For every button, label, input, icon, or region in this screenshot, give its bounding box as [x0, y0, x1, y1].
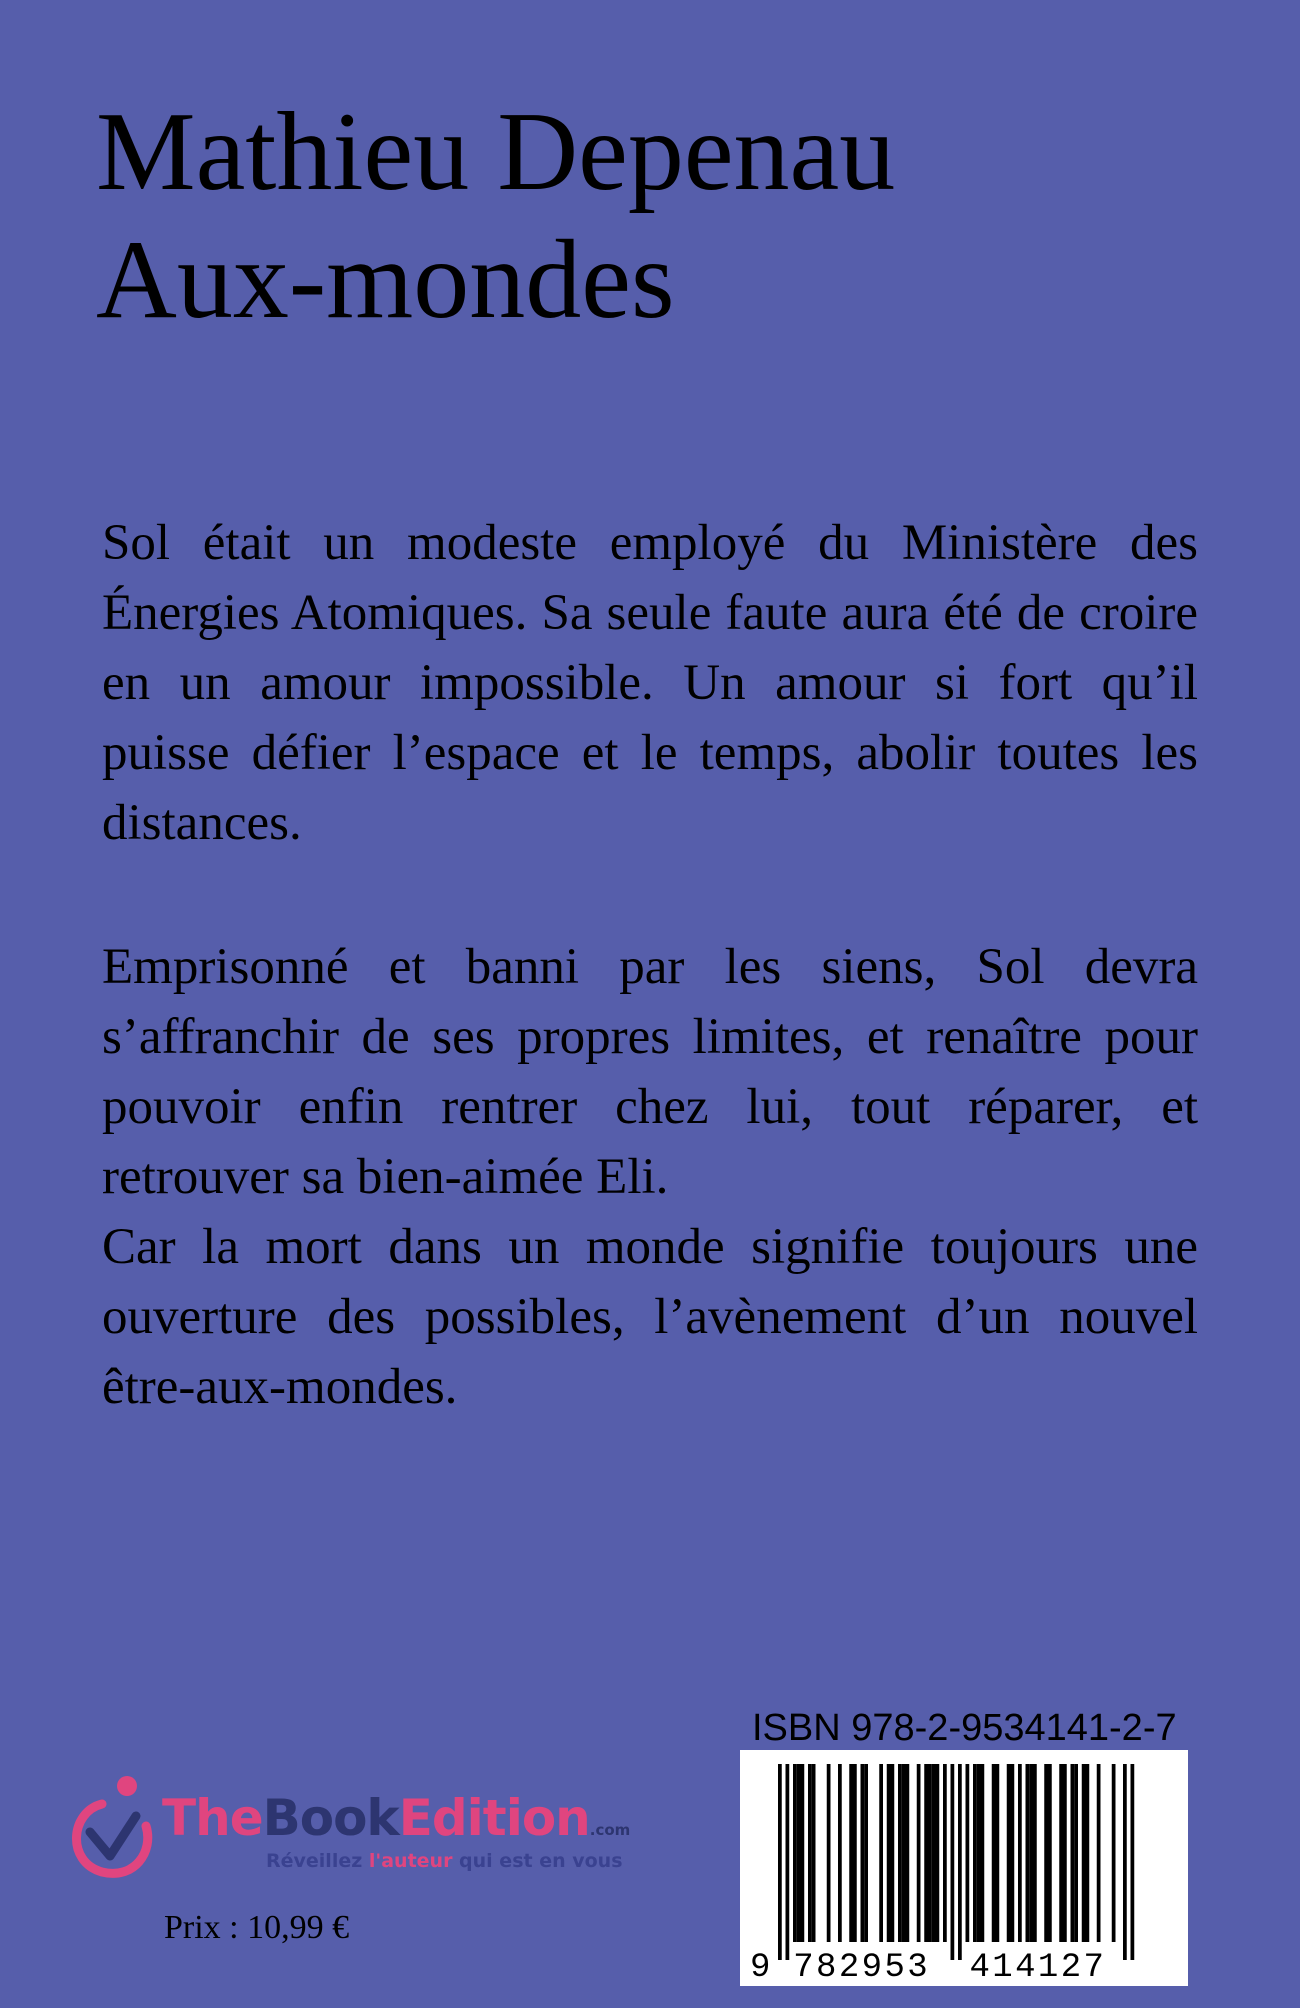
- barcode-bar: [864, 1764, 868, 1942]
- publisher-wordmark: [162, 1790, 630, 1858]
- barcode-bar: [924, 1764, 928, 1942]
- barcode-bar: [917, 1764, 921, 1942]
- barcode-bar: [1082, 1764, 1086, 1942]
- barcode-bar: [1112, 1764, 1116, 1942]
- isbn-barcode: [740, 1750, 1188, 1986]
- barcode-bar: [996, 1764, 1000, 1942]
- barcode-bar: [793, 1764, 797, 1942]
- blurb-paragraph-1: Sol était un modeste employé du Ministère des Énergies Atomiques. Sa seule faute aura été de croire en un amour impossible. Un amour si fort qu’il puisse défier l’espace et le temps, abolir toutes les distances.: [102, 515, 1198, 851]
- barcode-bar: [801, 1764, 805, 1942]
- barcode-bar: [902, 1764, 906, 1942]
- barcode-bar: [1059, 1764, 1063, 1942]
- barcode-bar: [1086, 1764, 1090, 1942]
- barcode-bar: [1071, 1764, 1075, 1942]
- barcode-digits-right: 414127: [969, 1949, 1107, 1986]
- barcode-bar: [778, 1764, 782, 1960]
- barcode-bar: [853, 1764, 857, 1942]
- barcode-bar: [973, 1764, 977, 1942]
- barcode-bar: [898, 1764, 902, 1942]
- barcode-bar: [838, 1764, 842, 1942]
- barcode-graphic: [740, 1750, 1188, 1986]
- barcode-bar: [966, 1764, 970, 1942]
- tagline-start: Réveillez: [266, 1850, 369, 1872]
- barcode-digit-first: 9: [750, 1949, 773, 1986]
- book-title: Aux-mondes: [96, 218, 675, 342]
- isbn-label: ISBN 978-2-9534141-2-7: [752, 1707, 1177, 1749]
- barcode-bar: [891, 1764, 895, 1942]
- barcode-bar: [951, 1764, 955, 1960]
- barcode-bar: [812, 1764, 816, 1942]
- publisher-name-edition: Edition: [398, 1789, 590, 1847]
- barcode-bar: [1007, 1764, 1011, 1942]
- barcode-bar: [1123, 1764, 1127, 1960]
- barcode-bar: [1029, 1764, 1033, 1942]
- barcode-bar: [797, 1764, 801, 1942]
- barcode-bar: [943, 1764, 947, 1942]
- barcode-bar: [1131, 1764, 1135, 1960]
- blurb-paragraph-2: Emprisonné et banni par les siens, Sol devra s’affranchir de ses propres limites, et renaître pour pouvoir enfin rentrer chez lui, tout réparer, et retrouver sa bien-aimée Eli.: [102, 939, 1198, 1205]
- title-block: [96, 88, 1216, 344]
- barcode-bar: [932, 1764, 936, 1942]
- publisher-domain: .com: [589, 1821, 631, 1839]
- barcode-bar: [1018, 1764, 1022, 1942]
- barcode-bar: [936, 1764, 940, 1942]
- barcode-bar: [1074, 1764, 1078, 1942]
- tagline-highlight: l'auteur: [368, 1850, 453, 1872]
- barcode-bar: [1048, 1764, 1052, 1942]
- barcode-bar: [1097, 1764, 1101, 1942]
- barcode-bar: [786, 1764, 790, 1960]
- barcode-bar: [849, 1764, 853, 1942]
- author-name: Mathieu Depenau: [96, 90, 896, 214]
- publisher-name-the: The: [162, 1789, 263, 1847]
- barcode-bar: [906, 1764, 910, 1942]
- blurb-paragraph-3: Car la mort dans un monde signifie toujours une ouverture des possibles, l’avènement d’un nouvel être-aux-mondes.: [102, 1219, 1198, 1415]
- barcode-bar: [861, 1764, 865, 1942]
- barcode-bar: [977, 1764, 981, 1942]
- barcode-bar: [958, 1764, 962, 1960]
- tagline-end: qui est en vous: [452, 1850, 623, 1872]
- price-label: Prix : 10,99 €: [164, 1909, 350, 1946]
- barcode-bar: [879, 1764, 883, 1942]
- barcode-bar: [928, 1764, 932, 1942]
- barcode-bar: [827, 1764, 831, 1942]
- barcode-bar: [992, 1764, 996, 1942]
- publisher-logo: [62, 1770, 662, 1890]
- barcode-bar: [887, 1764, 891, 1942]
- barcode-bar: [1033, 1764, 1037, 1942]
- publisher-name-book: Book: [262, 1789, 399, 1847]
- barcode-bar: [1063, 1764, 1067, 1942]
- barcode-digits-left: 782953: [793, 1949, 931, 1986]
- thebookedition-logo-icon: [62, 1770, 162, 1890]
- barcode-bar: [1044, 1764, 1048, 1942]
- barcode-bar: [981, 1764, 985, 1942]
- barcode-bar: [808, 1764, 812, 1942]
- barcode-bar: [1026, 1764, 1030, 1942]
- publisher-tagline: [266, 1850, 623, 1872]
- barcode-bar: [1011, 1764, 1015, 1942]
